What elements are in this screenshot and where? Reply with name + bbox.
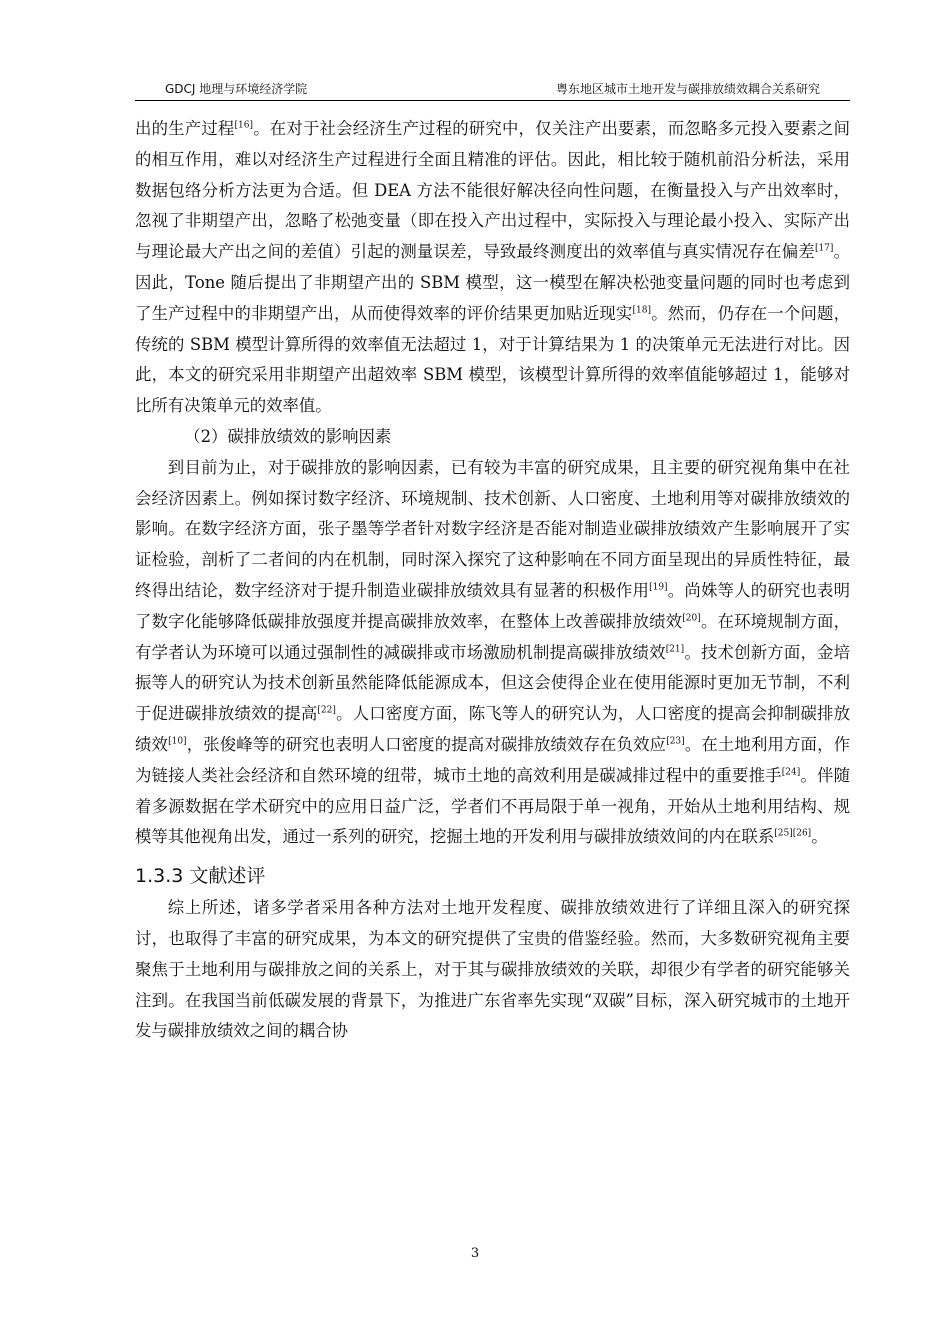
- citation: [18]: [632, 305, 651, 316]
- citation: [25][26]: [774, 828, 812, 839]
- paragraph-literature-review: 综上所述，诸多学者采用各种方法对土地开发程度、碳排放绩效进行了详细且深入的研究探讨，也取得了丰富的研究成果，为本文的研究提供了宝贵的借鉴经验。然而，大多数研究视角主要聚焦于土地利用与碳排放之间的关系上，对于其与碳排放绩效的关联，却很少有学者的研究能够关注到。在我国当前低碳发展的背景下，为推进广东省率先实现“双碳”目标，深入研究城市的土地开发与碳排放绩效之间的耦合协: [135, 898, 850, 1041]
- text-run: 。人口密度方面，陈飞等人的研究认为，人口密度的提高会抑制碳排放绩效: [135, 704, 850, 754]
- subheading-influencing-factors: （2）碳排放绩效的影响因素: [184, 426, 392, 446]
- text-run: 到目前为止，对于碳排放的影响因素，已有较为丰富的研究成果，且主要的研究视角集中在社会经济因素上。例如探讨数字经济、环境规制、技术创新、人口密度、土地利用等对碳排放绩效的影响。在数字经济方面，张子墨等学者针对数字经济是否能对制造业碳排放绩效产生影响展开了实证检验，剖析了二者间的内在机制，同时深入探究了这种影响在不同方面呈现出的异质性特征，最终得出结论，数字经济对于提升制造业碳排放绩效具有显著的积极作用: [135, 457, 850, 600]
- text-run: 。技术创新方面，金培振等人的研究认为技术创新虽然能降低能源成本，但这会使得企业在使用能源时更加无节制，不利于促进碳排放绩效的提高: [135, 642, 851, 724]
- text-run: 。: [811, 827, 828, 847]
- text-run: 出的生产过程: [135, 119, 235, 138]
- text-run: ，张俊峰等的研究也表明人口密度的提高对碳排放绩效存在负效应: [186, 734, 667, 754]
- text-run: 。在对于社会经济生产过程的研究中，仅关注产出要素，而忽略多元投入要素之间的相互作用，难以对经济生产过程进行全面且精准的评估。因此，相比较于随机前沿分析法，采用数据包络分析方法更为合适。但 DEA 方法不能很好解决径向性问题，在衡量投入与产出效率时，忽视了非期望产出，忽略了松弛变量（即在投入产出过程中，实际投入与理论最小投入、实际产出与理论最大产出之间的差值）引起的测量误差，导致最终测度出的效率值与真实情况存在偏差: [135, 119, 851, 262]
- text-run: 。因此，Tone 随后提出了非期望产出的 SBM 模型，这一模型在解决松弛变量问题的同时也考虑到了生产过程中的非期望产出，从而使得效率的评价结果更加贴近现实: [135, 242, 851, 323]
- citation: [19]: [649, 582, 668, 593]
- text-run: 。在环境规制方面，有学者认为环境可以通过强制性的减碳排或市场激励机制提高碳排放绩效: [135, 611, 851, 662]
- running-header: [135, 78, 850, 101]
- citation: [20]: [682, 613, 701, 624]
- text-run: 。然而，仍存在一个问题，传统的 SBM 模型计算所得的效率值无法超过 1，对于计算结果为 1 的决策单元无法进行对比。因此，本文的研究采用非期望产出超效率 SBM 模型，该模型计算所得的效率值能够超过 1，能够对比所有决策单元的效率值。: [135, 303, 851, 416]
- text-run: 。在土地利用方面，作为链接人类社会经济和自然环境的纽带，城市土地的高效利用是碳减排过程中的重要推手: [135, 734, 851, 785]
- citation: [23]: [666, 736, 685, 747]
- section-heading-literature-review: 1.3.3 文献述评: [135, 865, 266, 888]
- citation: [24]: [781, 767, 801, 778]
- text-run: 。伴随着多源数据在学术研究中的应用日益广泛，学者们不再局限于单一视角，开始从土地利用结构、规模等其他视角出发，通过一系列的研究，挖掘土地的开发利用与碳排放绩效间的内在联系: [135, 765, 851, 847]
- header-institution: GDCJ 地理与环境经济学院: [165, 82, 308, 96]
- paragraph-dea-method: [135, 114, 850, 422]
- citation: [10]: [168, 736, 187, 747]
- paragraph-influencing-factors: [135, 453, 850, 853]
- citation: [21]: [665, 644, 685, 655]
- page-number: 3: [470, 1246, 480, 1261]
- page-body: [135, 114, 850, 1047]
- citation: [16]: [234, 120, 253, 131]
- citation: [17]: [814, 243, 834, 254]
- text-run: 。尚姝等人的研究也表明了数字化能够降低碳排放强度并提高碳排放效率，在整体上改善碳排放绩效: [135, 580, 850, 631]
- header-thesis-title: 粤东地区城市土地开发与碳排放绩效耦合关系研究: [555, 82, 820, 96]
- citation: [22]: [317, 705, 336, 716]
